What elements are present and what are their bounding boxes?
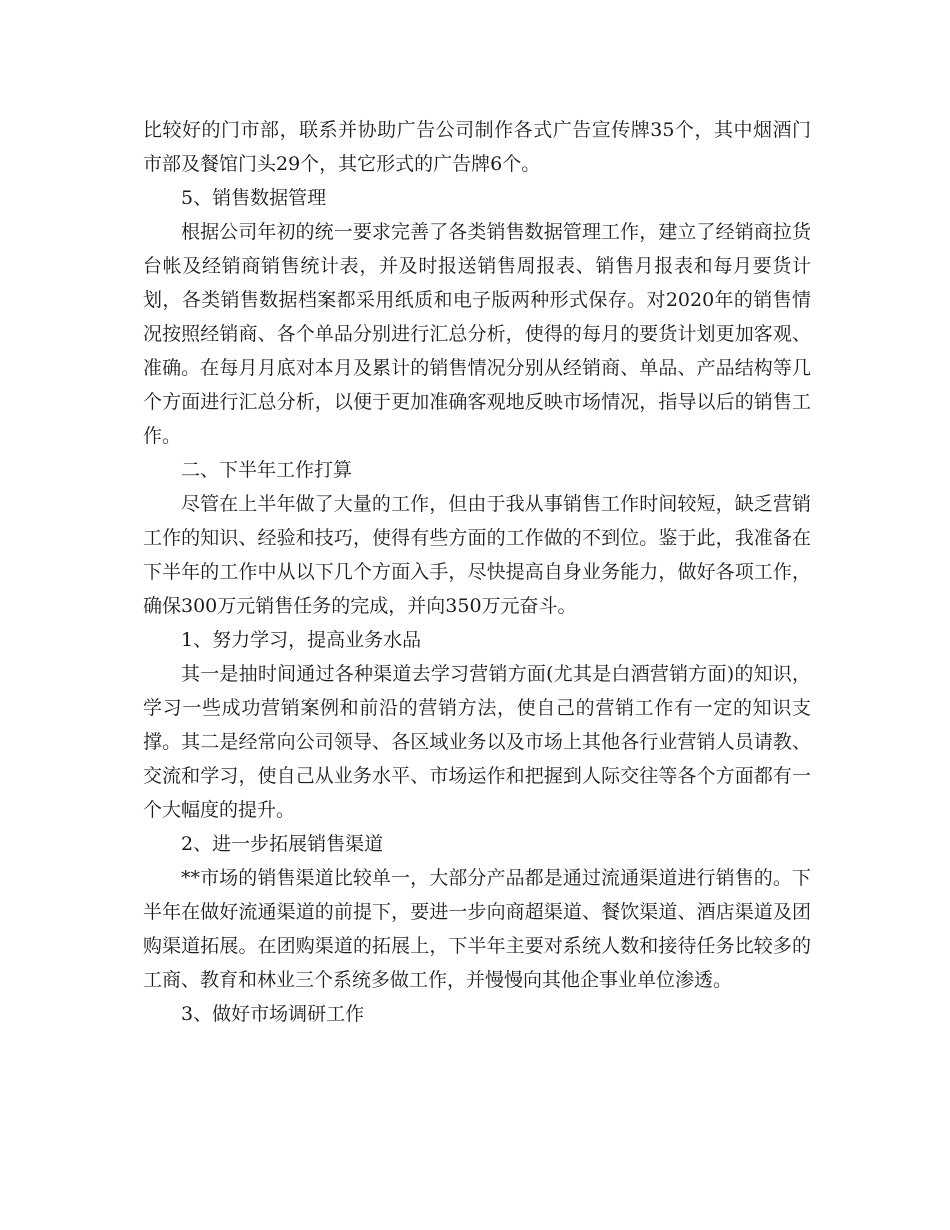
paragraph-study: 其一是抽时间通过各种渠道去学习营销方面(尤其是白酒营销方面)的知识，学习一些成功营销案例和前沿的营销方法，使自己的营销工作有一定的知识支撑。其二是经常向公司领导、各区域业务以及市场上其他各行业营销人员请教、交流和学习，使自己从业务水平、市场运作和把握到人际交往等各个方面都有一个大幅度的提升。	[143, 663, 811, 821]
paragraph-second-half-plan: 尽管在上半年做了大量的工作，但由于我从事销售工作时间较短，缺乏营销工作的知识、经验和技巧，使得有些方面的工作做的不到位。鉴于此，我准备在下半年的工作中从以下几个方面入手，尽快提高自身业务能力，做好各项工作，确保300万元销售任务的完成，并向350万元奋斗。	[143, 493, 811, 617]
section-heading-study: 1、努力学习，提高业务水品	[181, 629, 422, 651]
section-heading-second-half-plan: 二、下半年工作打算	[181, 459, 353, 481]
paragraph-channels: **市场的销售渠道比较单一，大部分产品都是通过流通渠道进行销售的。下半年在做好流通渠道的前提下，要进一步向商超渠道、餐饮渠道、酒店渠道及团购渠道拓展。在团购渠道的拓展上，下半年主要对系统人数和接待任务比较多的工商、教育和林业三个系统多做工作，并慢慢向其他企事业单位渗透。	[143, 867, 811, 991]
section-heading-sales-data: 5、销售数据管理	[181, 187, 327, 209]
section-heading-channels: 2、进一步拓展销售渠道	[181, 833, 384, 855]
paragraph-continued: 比较好的门市部，联系并协助广告公司制作各式广告宣传牌35个，其中烟酒门市部及餐馆门头29个，其它形式的广告牌6个。	[143, 119, 811, 175]
document-body	[143, 113, 811, 1031]
paragraph-sales-data: 根据公司年初的统一要求完善了各类销售数据管理工作，建立了经销商拉货台帐及经销商销售统计表，并及时报送销售周报表、销售月报表和每月要货计划，各类销售数据档案都采用纸质和电子版两种形式保存。对2020年的销售情况按照经销商、各个单品分别进行汇总分析，使得的每月的要货计划更加客观、准确。在每月月底对本月及累计的销售情况分别从经销商、单品、产品结构等几个方面进行汇总分析，以便于更加准确客观地反映市场情况，指导以后的销售工作。	[143, 221, 811, 447]
section-heading-market-research: 3、做好市场调研工作	[181, 1003, 365, 1025]
